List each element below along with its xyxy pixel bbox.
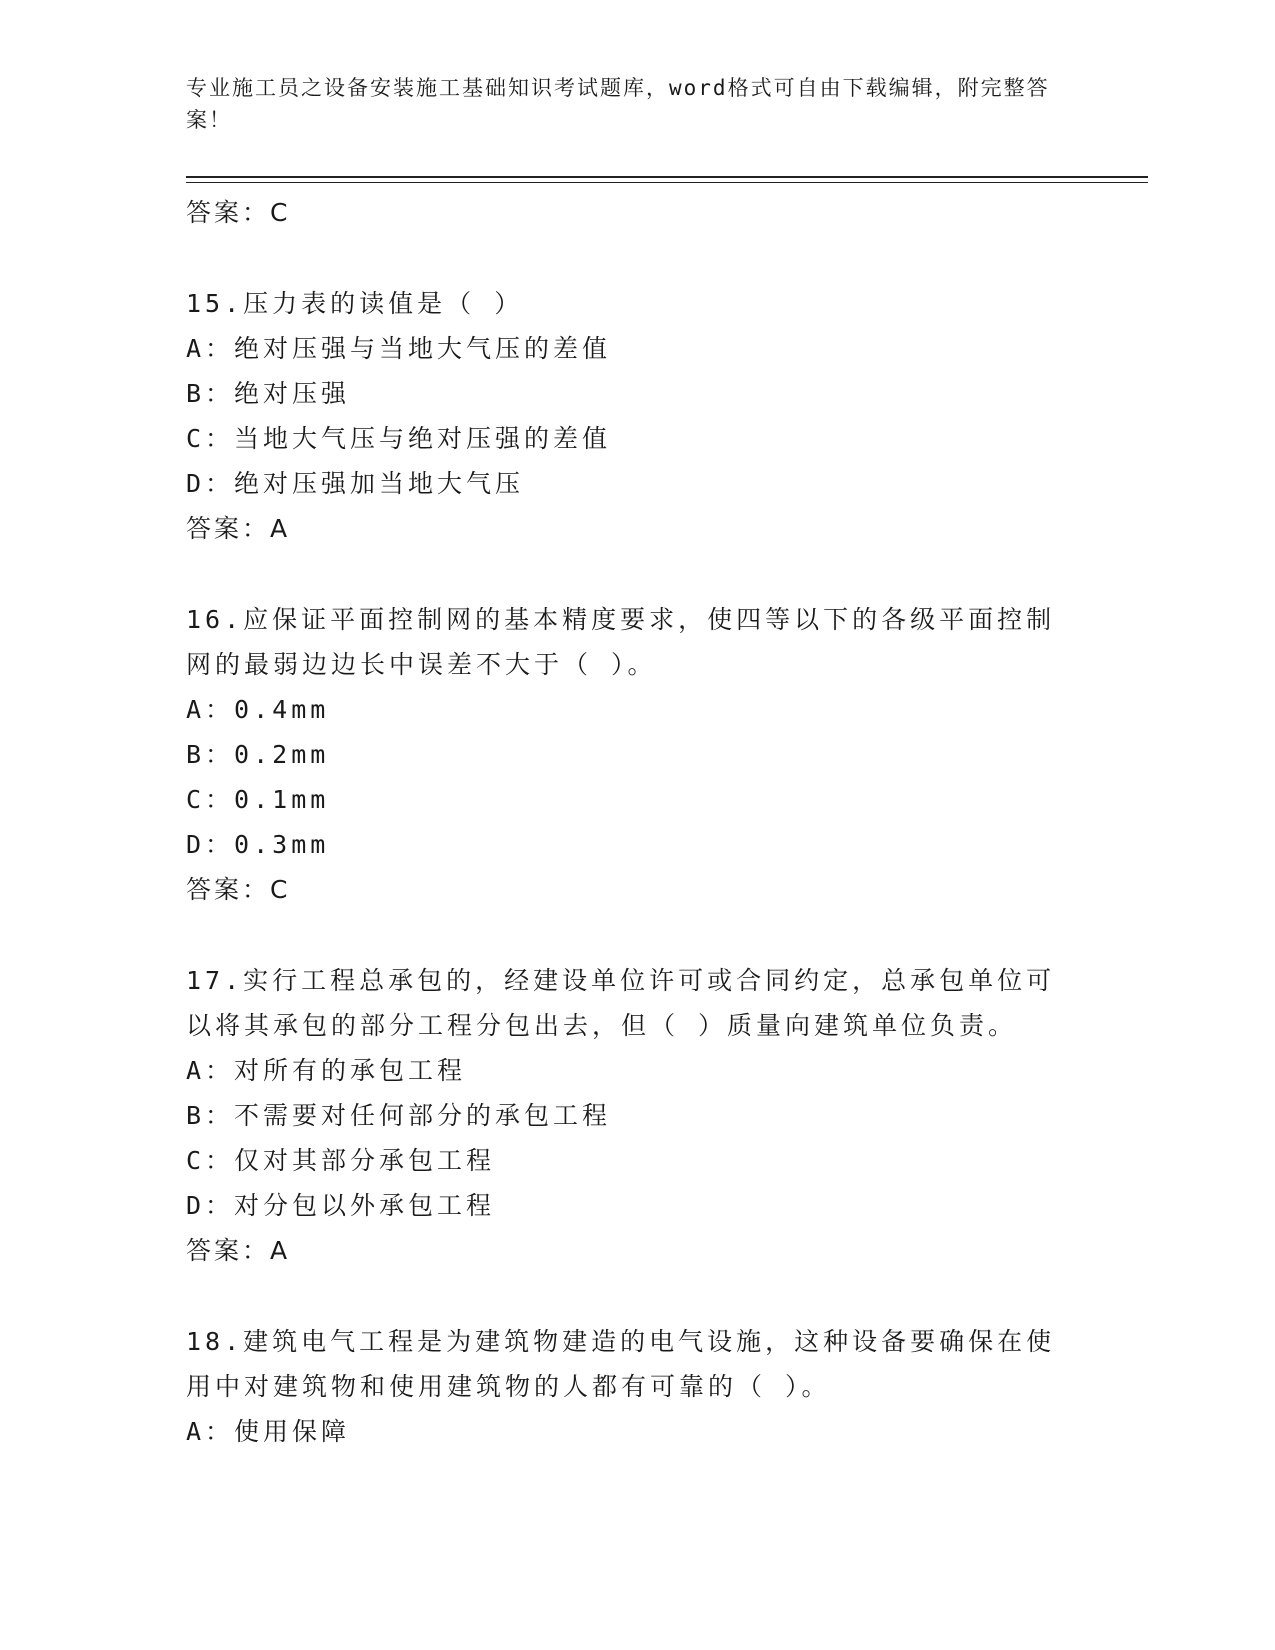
option-b: B：0.2mm: [186, 740, 330, 769]
header-divider-thin: [186, 182, 1148, 183]
question-stem: 15.压力表的读值是（ ）: [186, 289, 524, 318]
option-a: A：0.4mm: [186, 695, 330, 724]
option-d: D：0.3mm: [186, 830, 330, 859]
answer-line: 答案：A: [186, 514, 291, 543]
question-stem: 17.实行工程总承包的，经建设单位许可或合同约定，总承包单位可以将其承包的部分工程分包出去，但（ ）质量向建筑单位负责。: [186, 966, 1056, 1040]
option-c: C：仅对其部分承包工程: [186, 1146, 496, 1175]
option-a: A：使用保障: [186, 1417, 351, 1446]
question-18: [186, 1319, 1086, 1454]
answer-line: 答案：C: [186, 198, 291, 227]
option-d: D：绝对压强加当地大气压: [186, 469, 525, 498]
question-stem: 18.建筑电气工程是为建筑物建造的电气设施，这种设备要确保在使用中对建筑物和使用建筑物的人都有可靠的（ ）。: [186, 1327, 1056, 1401]
option-c: C：当地大气压与绝对压强的差值: [186, 424, 612, 453]
option-d: D：对分包以外承包工程: [186, 1191, 496, 1220]
answer-line: 答案：A: [186, 1236, 291, 1265]
header-divider: [186, 176, 1148, 178]
question-15: [186, 281, 1086, 551]
question-list: [186, 190, 1086, 1454]
question-16: [186, 597, 1086, 912]
answer-line: 答案：C: [186, 875, 291, 904]
question-17: [186, 958, 1086, 1273]
option-b: B：不需要对任何部分的承包工程: [186, 1101, 612, 1130]
option-c: C：0.1mm: [186, 785, 330, 814]
option-a: A：绝对压强与当地大气压的差值: [186, 334, 612, 363]
option-a: A：对所有的承包工程: [186, 1056, 467, 1085]
page-header: 专业施工员之设备安装施工基础知识考试题库，word格式可自由下载编辑，附完整答案！: [186, 76, 1050, 132]
question-stem: 16.应保证平面控制网的基本精度要求，使四等以下的各级平面控制网的最弱边边长中误差不大于（ ）。: [186, 605, 1056, 679]
option-b: B：绝对压强: [186, 379, 351, 408]
